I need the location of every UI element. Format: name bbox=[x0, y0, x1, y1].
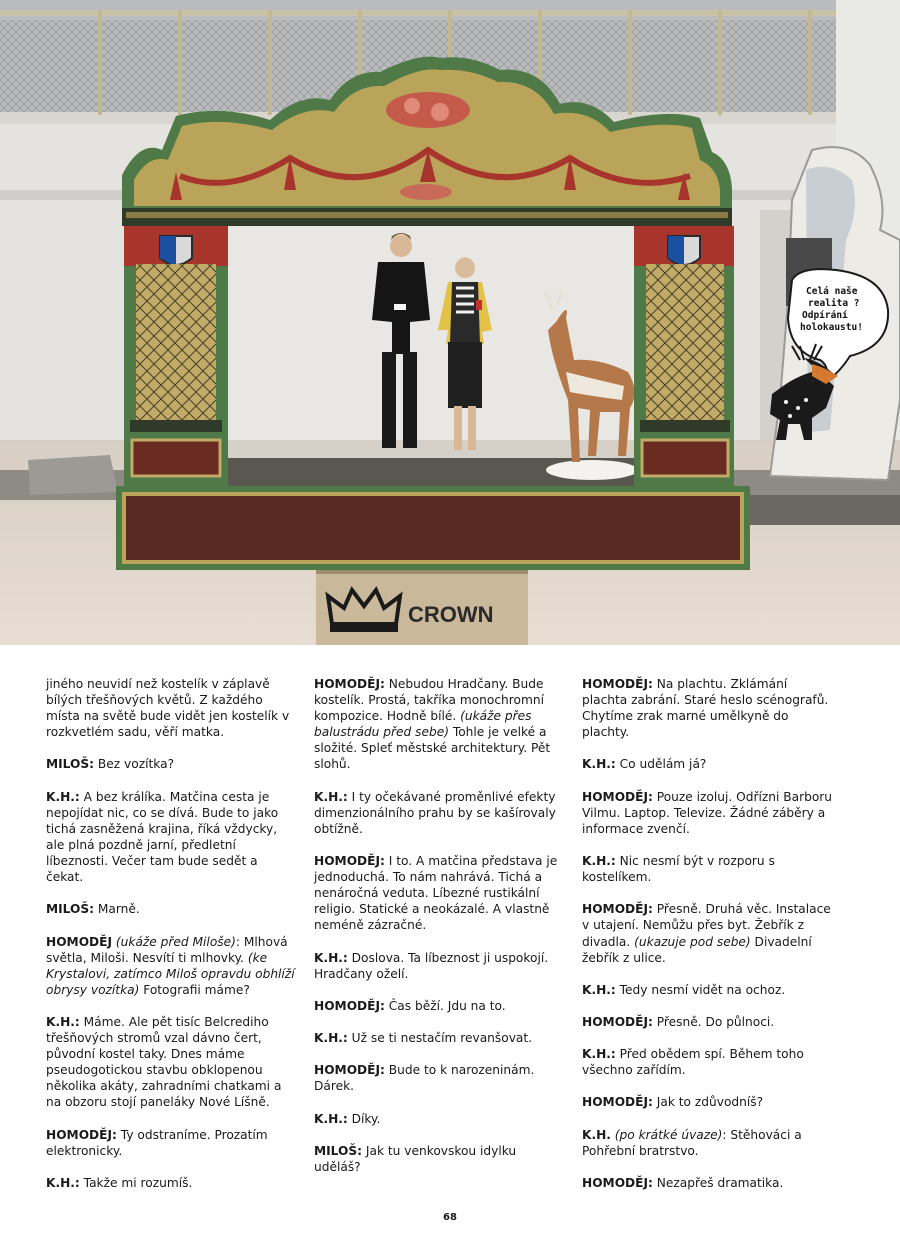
dialogue-line: K.H.: Tedy nesmí vidět na ochoz. bbox=[582, 982, 786, 997]
speaker: MILOŠ: bbox=[46, 902, 95, 917]
speaker: K.H.: bbox=[314, 1111, 348, 1126]
dialogue-line: HOMODĚJ: Přesně. Druhá věc. Instalace v utajení. Nemůžu přes byt. Žebřík z divadla. (ukazuje pod sebe) Divadelní žebřík z ulice. bbox=[582, 902, 831, 965]
dialogue-line: HOMODĚJ: Čas běží. Jdu na to. bbox=[314, 998, 506, 1013]
dialogue-line: HOMODĚJ: Pouze izoluj. Odřízni Barboru Vilmu. Laptop. Televize. Žádné záběry a informace zvenčí. bbox=[582, 789, 833, 836]
dialogue-line: K.H.: Co udělám já? bbox=[582, 757, 707, 772]
stage-backdrop bbox=[190, 224, 690, 492]
dialogue-line: K.H.: Nic nesmí být v rozporu s kostelíkem. bbox=[582, 854, 775, 885]
dialogue-line: K.H.: A bez králíka. Matčina cesta je nepojídat nic, co se dívá. Bude to jako tichá zasněžená krajina, říká vždycky, ale plná pozdně jarní, předletní líbeznosti. Večer tam bude sedět a čekat. bbox=[46, 789, 279, 885]
bubble-line-4: holokaustu! bbox=[800, 322, 863, 333]
speaker: HOMODĚJ: bbox=[582, 902, 653, 917]
speaker: K.H.: bbox=[582, 854, 616, 869]
speaker: HOMODĚJ: bbox=[314, 998, 385, 1013]
dialogue-line: HOMODĚJ: Nezapřeš dramatika. bbox=[582, 1175, 784, 1190]
speaker: K.H.: bbox=[46, 1014, 80, 1029]
dialogue-line: HOMODĚJ: Nebudou Hradčany. Bude kostelík. Prostá, takříka monochromní kompozice. Hodně bílé. (ukáže přes balustrádu před sebe) Tohle je velké a složité. Spleť městské architektury. Pět slohů. bbox=[314, 677, 551, 772]
dialogue-line: K.H.: I ty očekávané proměnlivé efekty dimenzionálního prahu by se kašírovaly obtížně. bbox=[314, 789, 556, 836]
speaker: HOMODĚJ: bbox=[314, 677, 385, 691]
text-column-3 bbox=[582, 676, 832, 1207]
crate-label: CROWN bbox=[408, 602, 494, 627]
speaker: K.H.: bbox=[314, 789, 348, 804]
speaker: K.H.: bbox=[314, 1031, 348, 1046]
dialogue-line: HOMODĚJ: Přesně. Do půlnoci. bbox=[582, 1014, 775, 1029]
speaker: HOMODĚJ: bbox=[314, 854, 385, 869]
speaker: HOMODĚJ: bbox=[582, 1175, 653, 1190]
speaker: K.H.: bbox=[582, 757, 616, 772]
speaker: K.H. bbox=[582, 1127, 611, 1142]
speaker: K.H.: bbox=[314, 950, 348, 965]
speaker: K.H.: bbox=[582, 1047, 616, 1062]
stage-direction: (ukáže před Miloše) bbox=[112, 934, 236, 949]
speaker: HOMODĚJ: bbox=[582, 677, 653, 691]
bubble-line-1: Celá naše bbox=[806, 286, 858, 297]
speaker: K.H.: bbox=[46, 1175, 80, 1190]
speaker: HOMODĚJ: bbox=[582, 1095, 653, 1110]
stage-direction: (po krátké úvaze) bbox=[610, 1127, 723, 1142]
speaker: HOMODĚJ: bbox=[582, 789, 653, 804]
dialogue-line: K.H.: Máme. Ale pět tisíc Belcrediho třešňových stromů vzal dávno čert, původní kostel taky. Dnes máme pseudogotickou stavbu obklopenou několika akáty, zahradními chatkami a na obzoru stojí paneláky Nové Líšně. bbox=[46, 1014, 282, 1110]
dialogue-line: HOMODĚJ: Ty odstraníme. Prozatím elektronicky. bbox=[46, 1127, 268, 1158]
stage-direction: (ukazuje pod sebe) bbox=[634, 934, 751, 949]
dialogue-line: MILOŠ: Jak tu venkovskou idylku uděláš? bbox=[314, 1143, 517, 1174]
text-column-2 bbox=[314, 676, 564, 1191]
dialogue-line: K.H.: Před obědem spí. Během toho všechno zařídím. bbox=[582, 1047, 804, 1078]
dialogue-line: K.H.: Doslova. Ta líbeznost ji uspokojí. Hradčany oželí. bbox=[314, 950, 549, 981]
crown-crate bbox=[316, 570, 528, 645]
stage-direction: (ke Krystalovi, zatímco Miloš opravdu obhlíží obrysy vozítka) bbox=[46, 950, 295, 997]
dialogue-line: MILOŠ: Marně. bbox=[46, 902, 140, 917]
dialogue-line: K.H.: Takže mi rozumíš. bbox=[46, 1175, 193, 1190]
speaker: HOMODĚJ bbox=[46, 934, 113, 949]
dialogue-line: HOMODĚJ: Na plachtu. Zklámání plachta zabrání. Staré heslo scénografů. Chytíme zrak marné umělkyně do plachty. bbox=[582, 677, 829, 740]
text-column-1 bbox=[46, 676, 296, 1207]
speaker: MILOŠ: bbox=[46, 757, 95, 772]
speaker: HOMODĚJ: bbox=[314, 1063, 385, 1078]
dialogue-line: HOMODĚJ: I to. A matčina představa je jednoduchá. To nám nahrává. Tichá a nenáročná veduta. Líbezné rustikální religio. Statické a neokázalé. A vlastně neméně zázračné. bbox=[314, 854, 558, 933]
dialogue-line: MILOŠ: Bez vozítka? bbox=[46, 757, 175, 772]
dialogue-line: K.H.: Už se ti nestačím revanšovat. bbox=[314, 1031, 533, 1046]
dialogue-line: K.H. (po krátké úvaze): Stěhováci a Pohřební bratrstvo. bbox=[582, 1127, 802, 1158]
speaker: K.H.: bbox=[46, 789, 80, 804]
speaker: MILOŠ: bbox=[314, 1143, 363, 1158]
dialogue-line: HOMODĚJ: Bude to k narozeninám. Dárek. bbox=[314, 1063, 535, 1094]
speaker: HOMODĚJ: bbox=[582, 1014, 653, 1029]
page-number: 68 bbox=[443, 1212, 457, 1223]
speaker: HOMODĚJ: bbox=[46, 1127, 117, 1142]
dialogue-line: HOMODĚJ (ukáže před Miloše): Mlhová světla, Miloši. Nesvítí ti mlhovky. (ke Krystalovi, zatímco Miloš opravdu obhlíží obrysy vozítka) Fotografii máme? bbox=[46, 934, 295, 997]
dialogue-line: K.H.: Díky. bbox=[314, 1111, 381, 1126]
paragraph: jiného neuvidí než kostelík v záplavě bílých třešňových květů. Z každého místa na světě bude vidět jen kostelík v rozkvetlém sadu, věří matka. bbox=[46, 677, 290, 740]
bubble-line-3: Odpírání bbox=[802, 310, 848, 321]
stage-direction: (ukáže přes balustrádu před sebe) bbox=[314, 709, 532, 740]
dialogue-line: HOMODĚJ: Jak to zdůvodníš? bbox=[582, 1095, 764, 1110]
speaker: K.H.: bbox=[582, 982, 616, 997]
bubble-line-2: realita ? bbox=[808, 298, 860, 309]
